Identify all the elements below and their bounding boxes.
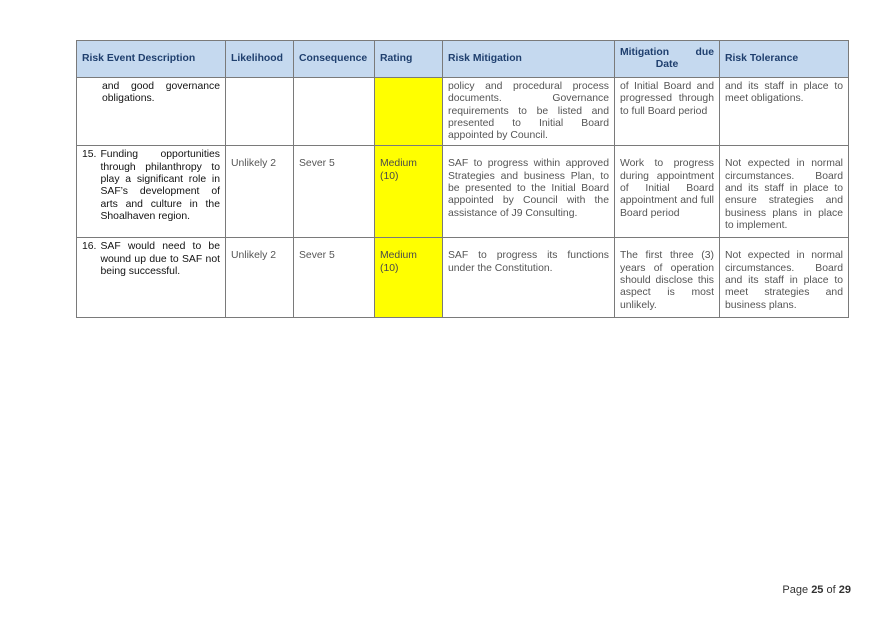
cell-tolerance: Not expected in normal circumstances. Board and its staff in place to meet strategies and business plans. [720,238,849,318]
cell-consequence [294,78,375,146]
page-number-footer [782,584,851,596]
cell-mitigation: SAF to progress within approved Strategies and business Plan, to be presented to the Initial Board appointed by Council with the assistance of J9 Consulting. [443,146,615,238]
cell-likelihood: Unlikely 2 [226,238,294,318]
cell-description [77,238,226,318]
table-row [77,238,849,318]
cell-rating [375,78,443,146]
col-header-mitigation-due-date [615,41,720,78]
cell-consequence: Sever 5 [294,146,375,238]
cell-mitigation-due: Work to progress during appointment of Initial Board appointment and full Board period [615,146,720,238]
cell-rating: Medium (10) [375,146,443,238]
col-header-rating: Rating [375,41,443,78]
cell-tolerance: and its staff in place to meet obligations. [720,78,849,146]
col-header-mitigation: Risk Mitigation [443,41,615,78]
cell-mitigation: policy and procedural process documents. Governance requirements to be listed and presented to Initial Board appointed by Council. [443,78,615,146]
table-header-row [77,41,849,78]
cell-mitigation-due: The first three (3) years of operation should disclose this aspect is most unlikely. [615,238,720,318]
cell-description: and good governance obligations. [77,78,226,146]
risk-register-table [76,40,849,318]
cell-tolerance: Not expected in normal circumstances. Board and its staff in place to ensure strategies and business plans in place to implement. [720,146,849,238]
page-label: Page [782,584,809,596]
due-header-line1: Mitigation due [620,46,714,58]
item-number: 16. [82,241,97,253]
table-row [77,146,849,238]
cell-consequence: Sever 5 [294,238,375,318]
cell-likelihood: Unlikely 2 [226,146,294,238]
cell-description [77,146,226,238]
item-text: SAF would need to be wound up due to SAF not being successful. [100,241,220,278]
col-header-description: Risk Event Description [77,41,226,78]
cell-rating: Medium (10) [375,238,443,318]
due-header-line2: Date [655,59,679,70]
cell-likelihood [226,78,294,146]
cell-mitigation-due: of Initial Board and progressed through to full Board period [615,78,720,146]
col-header-tolerance: Risk Tolerance [720,41,849,78]
col-header-consequence: Consequence [294,41,375,78]
of-label: of [826,584,836,596]
table-row [77,78,849,146]
item-number: 15. [82,149,97,161]
col-header-likelihood: Likelihood [226,41,294,78]
total-pages: 29 [838,584,851,596]
current-page-number: 25 [811,584,824,596]
cell-mitigation: SAF to progress its functions under the Constitution. [443,238,615,318]
item-text: Funding opportunities through philanthropy to play a significant role in SAF’s development of arts and culture in the Shoalhaven region. [100,149,220,222]
